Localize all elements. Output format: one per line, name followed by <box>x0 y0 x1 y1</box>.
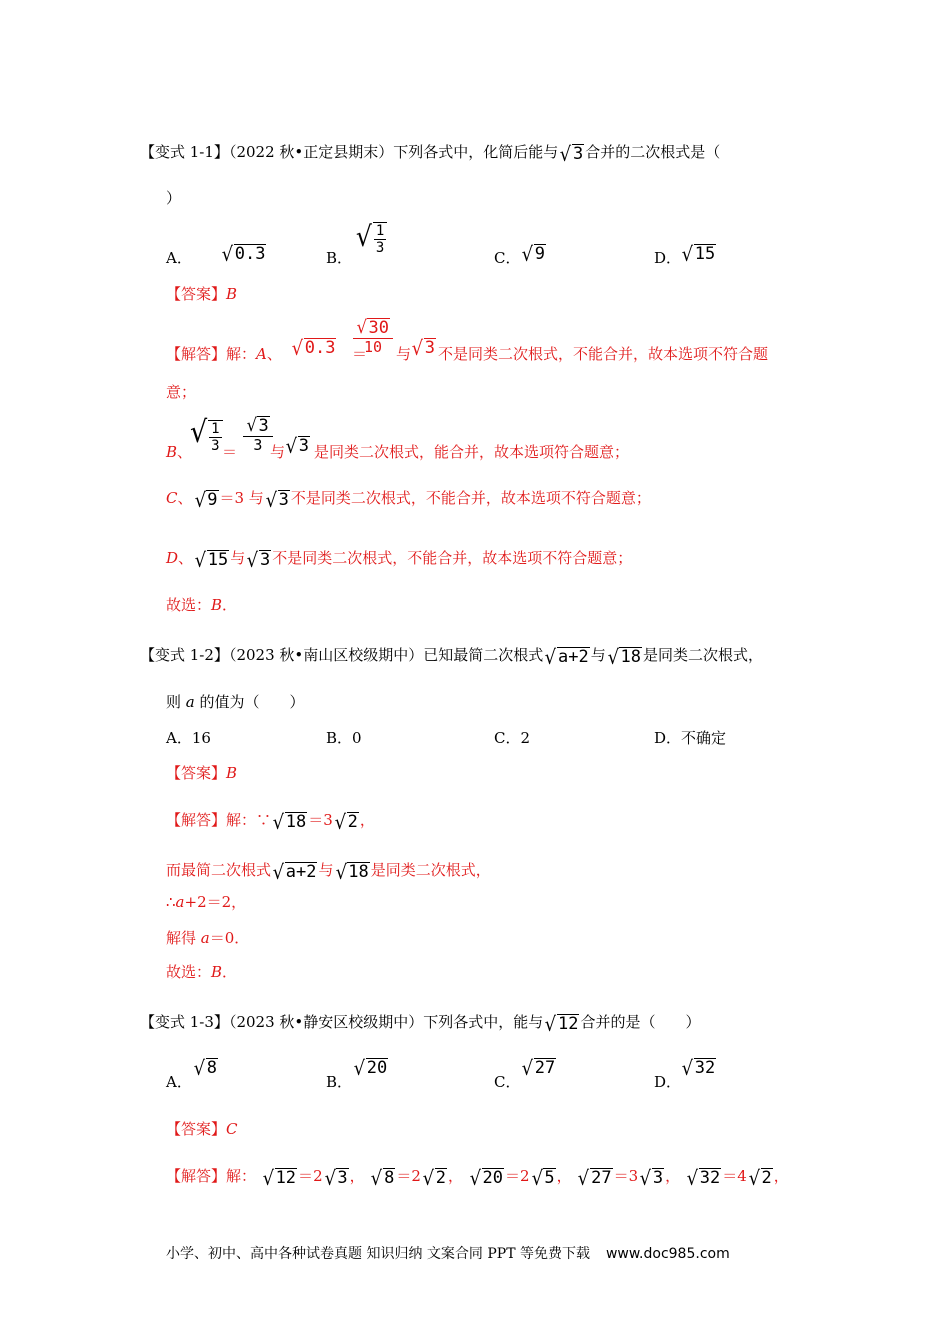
sqrt-9: √ 9 <box>521 242 545 266</box>
q3-option-d[interactable]: D． <box>654 1073 682 1091</box>
q2-choose: 故选：B． <box>166 963 238 981</box>
q2-answer: 【答案】B <box>166 764 238 782</box>
q1-option-d[interactable]: D． <box>654 249 682 267</box>
q1-explain-c: C、 √ 9 ＝3 与 √ 3 不是同类二次根式，不能合并，故本选项不符合题意； <box>166 488 651 512</box>
q2-option-a[interactable]: A．16 <box>166 729 211 747</box>
q3-option-b[interactable]: B． <box>326 1073 353 1091</box>
q2-stem: 【变式 1-2】（2023 秋•南山区校级期中）已知最简二次根式 √ a+2 与 √ 18 是同类二次根式， <box>140 645 763 669</box>
q1-explain-a2: 意； <box>166 383 197 401</box>
q2-option-d[interactable]: D．不确定 <box>654 729 727 747</box>
q1-source: （2022 秋•正定县期末） <box>228 143 394 161</box>
q3-option-c[interactable]: C． <box>494 1073 521 1091</box>
q2-source: （2023 秋•南山区校级期中） <box>228 646 424 664</box>
q3-explain: 【解答】解： √ 12 ＝2 √ 3 ， √ 8 ＝2 √ 2 ， √ 20 ＝2 √ 5 ， √ 27 ＝3 √ 3 ， √ 32 ＝4 √ 2 ， <box>166 1166 789 1190</box>
sqrt-3: √ 3 <box>559 142 584 166</box>
sqrt-0-3: √ 0.3 <box>221 242 266 266</box>
q1-stem-close: ） <box>166 189 182 207</box>
q2-stem-2: 则 a 的值为（ ） <box>166 693 305 711</box>
sqrt-one-third: √ 1 3 <box>355 218 387 256</box>
footer-url[interactable]: www.doc985.com <box>605 1246 730 1262</box>
q1-tag: 【变式 1-1】 <box>140 143 229 161</box>
q1-options <box>166 220 866 270</box>
q1-explain-b: B、 √ 1 3 ＝ √ 3 3 与 √ 3 是同类二次根式，能合并，故本选项符合题意； <box>166 410 766 460</box>
footer <box>166 1243 730 1263</box>
q3-stem: 【变式 1-3】（2023 秋•静安区校级期中）下列各式中，能与 √ 12 合并的是（ ） <box>140 1012 701 1036</box>
q1-explain-d: D、 √ 15 与 √ 3 不是同类二次根式，不能合并，故本选项不符合题意； <box>166 548 633 572</box>
q1-option-c[interactable]: C． <box>494 249 521 267</box>
q3-option-a[interactable]: A． <box>166 1073 192 1091</box>
q2-explain-2: 而最简二次根式 √ a+2 与 √ 18 是同类二次根式， <box>166 860 491 884</box>
q3-source: （2023 秋•静安区校级期中） <box>228 1013 424 1031</box>
q1-stem: 【变式 1-1】（2022 秋•正定县期末）下列各式中，化简后能与 √ 3 合并的二次根式是（ <box>140 142 721 166</box>
q2-explain-3: ∴a+2＝2， <box>166 893 247 911</box>
q3-answer: 【答案】C <box>166 1120 238 1138</box>
q1-answer: 【答案】B <box>166 285 238 303</box>
q2-explain-1: 【解答】解：∵ √ 18 ＝3 √ 2 ， <box>166 810 375 834</box>
frac-sqrt30-10: √ 30 10 <box>353 314 393 355</box>
q1-option-a[interactable]: A． <box>166 249 192 267</box>
q3-options: A． √ 8 B． √ 20 C． √ 27 D． √ 32 <box>166 1050 866 1096</box>
footer-text: 小学、初中、高中各种试卷真题 知识归纳 文案合同 PPT 等免费下载 <box>166 1246 590 1262</box>
q2-tag: 【变式 1-2】 <box>140 646 229 664</box>
q2-option-b[interactable]: B．0 <box>326 729 362 747</box>
sqrt-15: √ 15 <box>681 242 716 266</box>
q1-option-b[interactable]: B． <box>326 249 353 267</box>
q2-explain-4: 解得 a＝0． <box>166 929 250 947</box>
q2-option-c[interactable]: C．2 <box>494 729 531 747</box>
q1-choose: 故选：B． <box>166 596 238 614</box>
q3-tag: 【变式 1-3】 <box>140 1013 229 1031</box>
